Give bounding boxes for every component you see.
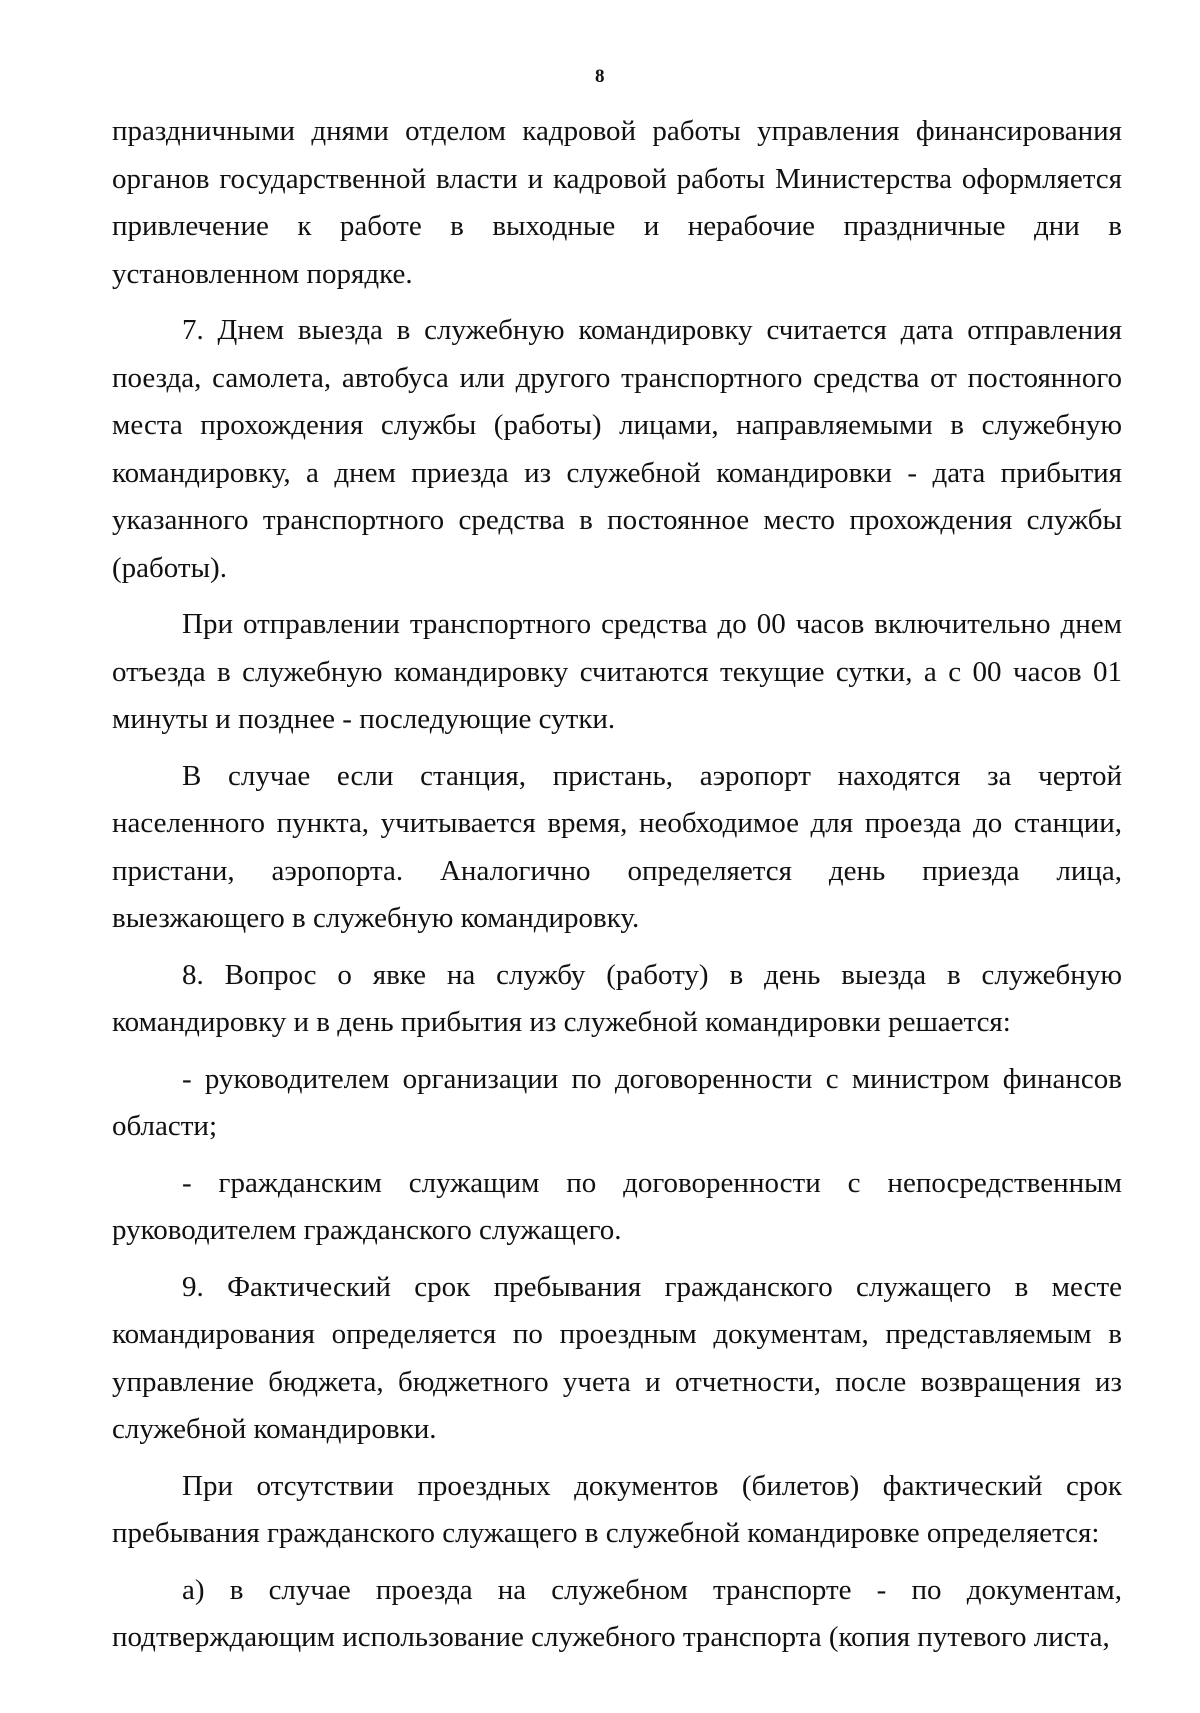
list-item-civil-servant: - гражданским служащим по договоренности с непосредственным руководителем гражданского служащего. (112, 1166, 1122, 1246)
paragraph-no-tickets: При отсутствии проездных документов (билетов) фактический срок пребывания гражданского служащего в служебной командировке определяется: (112, 1469, 1122, 1549)
document-body (112, 108, 1122, 1662)
paragraph-item-9: 9. Фактический срок пребывания гражданского служащего в месте командирования определяется по проездным документам, представляемым в управление бюджета, бюджетного учета и отчетности, после возвращения из служебной командировки. (112, 1270, 1122, 1445)
list-item-a-official-transport: а) в случае проезда на служебном транспорте - по документам, подтверждающим использование служебного транспорта (копия путевого листа, (112, 1573, 1122, 1653)
page-number: 8 (595, 66, 605, 87)
paragraph-continuation: праздничными днями отделом кадровой работы управления финансирования органов государственной власти и кадровой работы Министерства оформляется привлечение к работе в выходные и нерабочие праздничные дни в установленном порядке. (112, 115, 1122, 290)
paragraph-departure-time: При отправлении транспортного средства до 00 часов включительно днем отъезда в служебную командировку считаются текущие сутки, а с 00 часов 01 минуты и позднее - последующие сутки. (112, 608, 1122, 735)
paragraph-item-7: 7. Днем выезда в служебную командировку считается дата отправления поезда, самолета, автобуса или другого транспортного средства от постоянного места прохождения службы (работы) лицами, направляемыми в служебную командировку, а днем приезда из служебной командировки - дата прибытия указанного транспортного средства в постоянное место прохождения службы (работы). (112, 314, 1122, 584)
list-item-head-of-organization: - руководителем организации по договоренности с министром финансов области; (112, 1062, 1122, 1142)
paragraph-station-outside: В случае если станция, пристань, аэропорт находятся за чертой населенного пункта, учитывается время, необходимое для проезда до станции, пристани, аэропорта. Аналогично определяется день приезда лица, выезжающего в служебную командировку. (112, 759, 1122, 934)
paragraph-item-8: 8. Вопрос о явке на службу (работу) в день выезда в служебную командировку и в день прибытия из служебной командировки решается: (112, 958, 1122, 1038)
